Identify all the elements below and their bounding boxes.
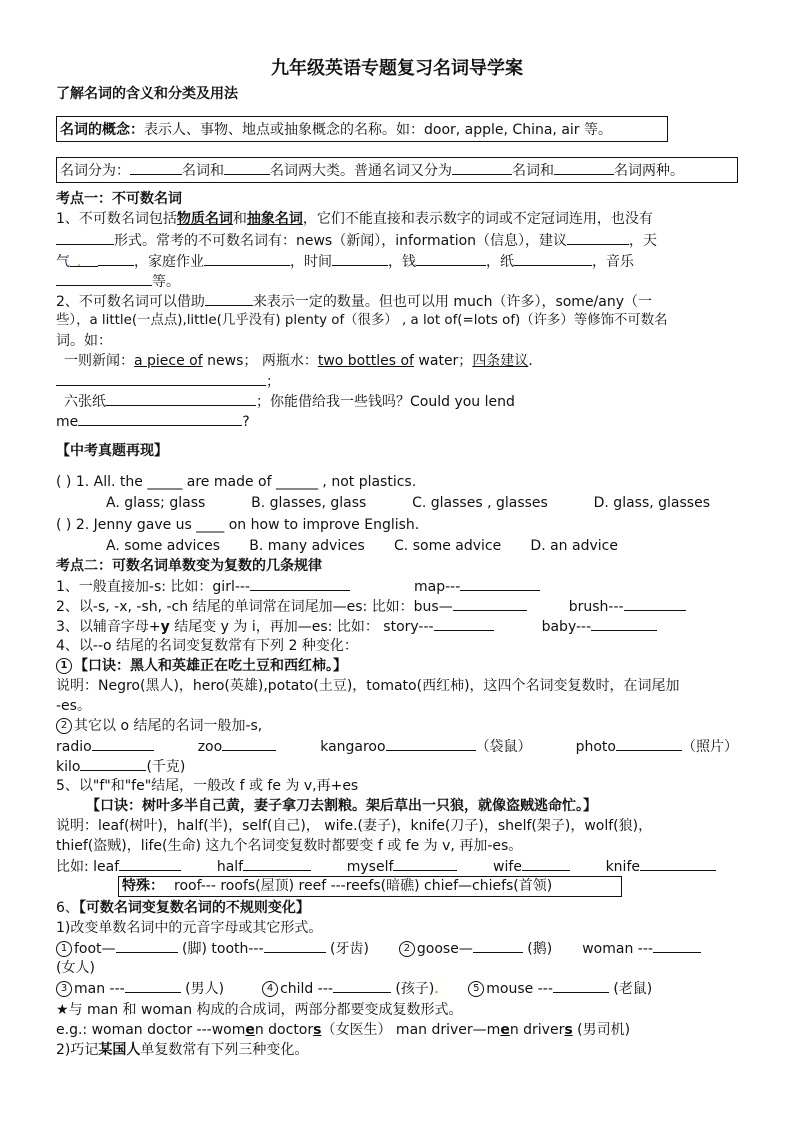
blank[interactable]: [640, 856, 716, 871]
text: (老鼠): [608, 981, 653, 997]
blank[interactable]: [80, 756, 146, 771]
exam-q2: ( ) 2. Jenny gave us ____ on how to improve English.: [56, 517, 420, 533]
text: （袋鼠）: [475, 739, 532, 755]
text: water；: [413, 353, 473, 369]
classify-text-1: 名词分为：: [60, 163, 130, 179]
text: photo: [575, 739, 616, 755]
blank[interactable]: [98, 251, 134, 266]
point6-s2: [56, 1040, 738, 1060]
rule-4: 4、以--o 结尾的名词变复数常有下列 2 种变化：: [56, 638, 358, 654]
text: 比如: leaf: [56, 859, 120, 875]
example-answer: two bottles of: [317, 353, 414, 369]
exam-q2-options: [106, 536, 618, 556]
blank[interactable]: [250, 576, 350, 591]
text: kilo: [56, 759, 81, 775]
point1-line2: [56, 230, 738, 250]
text: (鹅): [522, 941, 553, 957]
point1-line9: [56, 371, 738, 391]
text: 【可数名词变复数名词的不规则变化】: [78, 900, 310, 916]
blank[interactable]: [222, 736, 276, 751]
exam-q1-options: [106, 493, 710, 513]
text: (脚) tooth---: [177, 941, 264, 957]
blank[interactable]: [473, 938, 523, 953]
blank[interactable]: [332, 251, 388, 266]
blank[interactable]: [78, 411, 242, 426]
text: (千克): [146, 759, 186, 775]
text: n doctor: [254, 1022, 314, 1038]
blank[interactable]: [264, 938, 326, 953]
o-words: [56, 736, 738, 756]
blank[interactable]: [591, 616, 657, 631]
text: kangaroo: [320, 739, 386, 755]
text: half: [216, 859, 244, 875]
text: 3、以辅音字母+: [56, 619, 161, 635]
text: 等。: [152, 274, 180, 290]
text: 2)巧记: [56, 1042, 99, 1058]
text: 一则新闻：: [64, 353, 134, 369]
irregular-row-1: [56, 938, 738, 958]
text: 1、一般直接加-s: 比如：girl---: [56, 579, 250, 595]
text: roof--- roofs(屋顶) reef ---reefs(暗礁) chief—chiefs(首领): [174, 878, 553, 894]
text: man ---: [74, 981, 125, 997]
rule-4-note-a: 说明：Negro(黑人)，hero(英雄),potato(土豆)，tomato(西红柿)，这四个名词变复数时，在词尾加: [56, 678, 680, 694]
blank[interactable]: [453, 596, 527, 611]
text: ?: [242, 414, 250, 430]
text: 来表示一定的数量。但也可以用 much（许多），some/any（一: [252, 294, 653, 310]
text: news； 两瓶水：: [202, 353, 318, 369]
emph-text: 物质名词: [176, 211, 233, 227]
circled-number: 2: [56, 718, 72, 734]
point1-line3: [56, 251, 738, 271]
classify-text-2: 名词和: [182, 163, 224, 179]
blank[interactable]: [205, 291, 253, 306]
circled-number: 4: [262, 981, 278, 997]
text: ，时间: [290, 254, 332, 270]
blank[interactable]: [386, 736, 476, 751]
point6-s1: 1)改变单数名词中的元音字母或其它形式。: [56, 920, 323, 936]
classify-box: [56, 157, 738, 183]
blank[interactable]: [92, 736, 154, 751]
classify-text-4: 名词和: [512, 163, 554, 179]
section-heading: 了解名词的含义和分类及用法: [56, 86, 238, 102]
text: baby---: [541, 619, 592, 635]
emph-text: e: [500, 1022, 510, 1038]
point1-line10: [64, 391, 738, 411]
text: ，纸: [486, 254, 514, 270]
text: ，钱: [388, 254, 416, 270]
rule-5-note-a: 说明：leaf(树叶)，half(半)，self(自己)， wife.(妻子)，knife(刀子)，shelf(架子)，wolf(狼)，: [56, 818, 653, 834]
text: 气: [56, 254, 70, 270]
point1-examples: [64, 351, 738, 371]
point6-heading: [56, 898, 738, 918]
point2-heading: 考点二：可数名词单数变为复数的几条规律: [56, 558, 322, 574]
text: y: [160, 619, 170, 635]
text: 6、: [56, 900, 79, 916]
concept-label: 名词的概念：: [60, 122, 144, 138]
emph-text: 抽象名词: [246, 211, 303, 227]
text: ．: [528, 353, 543, 369]
emph-text: s: [313, 1022, 322, 1038]
rule-5: 5、以"f"和"fe"结尾，一般改 f 或 fe 为 v,再+es: [56, 778, 359, 794]
blank[interactable]: [624, 596, 686, 611]
emph-text: s: [564, 1022, 573, 1038]
text: (男司机): [572, 1022, 631, 1038]
blank[interactable]: [56, 271, 152, 286]
text: e.g.: woman doctor ---wom: [56, 1022, 246, 1038]
f-examples: [56, 856, 716, 876]
text: wife: [493, 859, 522, 875]
blank[interactable]: [522, 856, 570, 871]
option[interactable]: B. glasses, glass: [251, 495, 367, 511]
blank[interactable]: [434, 616, 494, 631]
text: radio: [56, 739, 92, 755]
classify-text-3: 名词两大类。普通名词又分为: [270, 163, 452, 179]
text: woman ---: [582, 941, 653, 957]
classify-text-5: 名词两种。: [614, 163, 684, 179]
blank[interactable]: [616, 736, 682, 751]
text: brush---: [568, 599, 624, 615]
text: ，天: [629, 233, 658, 249]
text: mouse ---: [486, 981, 553, 997]
point1-line6: 些），a little(一点点),little(几乎没有) plenty of（很多） , a lot of(=lots of)（许多）等修饰不可数名: [56, 313, 668, 328]
circled-number: 3: [56, 981, 72, 997]
text: 结尾变 y 为 i，再加—es: 比如： story---: [169, 619, 434, 635]
blank[interactable]: [224, 160, 270, 175]
circled-number: 1: [56, 941, 72, 957]
circled-number: 2: [399, 941, 415, 957]
blank[interactable]: [56, 230, 114, 245]
point1-line11: [56, 411, 738, 431]
star-note: ★与 man 和 woman 构成的合成词，两部分都要变成复数形式。: [56, 1002, 463, 1018]
text: ；你能借给我一些钱吗？Could you lend: [256, 394, 515, 410]
point1-line4: [56, 271, 738, 291]
blank[interactable]: [125, 978, 181, 993]
circled-number: 1: [56, 658, 72, 674]
text: 形式。常考的不可数名词有：news（新闻），information（信息），建议: [114, 233, 568, 249]
rule-1: [56, 576, 738, 596]
o-word-kilo: [56, 756, 738, 776]
text: goose—: [416, 941, 473, 957]
blank[interactable]: [452, 160, 512, 175]
text: 某国人: [98, 1042, 141, 1058]
point1-line5: [56, 291, 738, 311]
blank[interactable]: [460, 576, 540, 591]
option[interactable]: A. some advices: [106, 538, 221, 554]
option[interactable]: A. glass; glass: [106, 495, 206, 511]
text: ，音乐: [592, 254, 634, 270]
text: knife: [605, 859, 640, 875]
emph-text: e: [245, 1022, 255, 1038]
text: (孩子): [390, 981, 435, 997]
blank[interactable]: [130, 160, 182, 175]
text: 单复数常有下列三种变化。: [140, 1042, 309, 1058]
compound-example: [56, 1020, 738, 1040]
rule-4-other: [56, 716, 738, 736]
rule-5-rhyme: 【口诀：树叶多半自己黄，妻子拿刀去割粮。架后草出一只狼，就像盗贼逃命忙。】: [86, 798, 597, 814]
blank[interactable]: [243, 856, 311, 871]
irregular-row-1b: (女人): [56, 960, 95, 976]
point1-line7: 词。如：: [56, 333, 112, 349]
rule-4-rhyme: [56, 656, 738, 676]
text: 2、不可数名词可以借助: [56, 294, 205, 310]
circled-number: 5: [468, 981, 484, 997]
text: 和: [232, 211, 247, 227]
text: child ---: [280, 981, 333, 997]
text: n driver: [509, 1022, 565, 1038]
point1-heading: 考点一：不可数名词: [56, 191, 182, 207]
blank[interactable]: [116, 938, 178, 953]
concept-text: 表示人、事物、地点或抽象概念的名称。如：door, apple, China, air 等。: [144, 122, 612, 138]
page-title: 九年级英语专题复习名词导学案: [271, 58, 523, 79]
text: (男人): [180, 981, 225, 997]
option[interactable]: D. an advice: [530, 538, 618, 554]
text: 特殊：: [122, 878, 164, 894]
text: 六张纸: [64, 394, 106, 410]
blank[interactable]: [567, 230, 629, 245]
text: (牙齿): [325, 941, 369, 957]
rule-3: [56, 616, 738, 636]
blank[interactable]: ．: [70, 252, 98, 267]
special-box: [118, 876, 622, 897]
exam-heading: 【中考真题再现】: [56, 443, 168, 459]
blank[interactable]: [204, 251, 290, 266]
example-answer: a piece of: [134, 353, 203, 369]
blank[interactable]: [554, 160, 614, 175]
blank[interactable]: [119, 856, 181, 871]
blank[interactable]: [514, 251, 592, 266]
option[interactable]: C. glasses , glasses: [412, 495, 548, 511]
text: 四条建议: [472, 353, 529, 369]
blank[interactable]: [553, 978, 609, 993]
option[interactable]: B. many advices: [249, 538, 365, 554]
blank[interactable]: [333, 978, 391, 993]
text: ，它们不能直接和表示数字的词或不定冠词连用，也没有: [302, 211, 653, 227]
text: 2、以-s, -x, -sh, -ch 结尾的单词常在词尾加—es: 比如：bus—: [56, 599, 453, 615]
text: zoo: [197, 739, 223, 755]
text: foot—: [74, 941, 116, 957]
text: ；: [266, 374, 280, 390]
text: （照片）: [681, 739, 738, 755]
blank[interactable]: [393, 856, 457, 871]
text: 1、不可数名词包括: [56, 211, 177, 227]
option[interactable]: C. some advice: [394, 538, 502, 554]
text: 【口诀：黑人和英雄正在吃土豆和西红柿。】: [74, 658, 347, 674]
text: myself: [346, 859, 394, 875]
blank[interactable]: [56, 371, 266, 386]
blank[interactable]: [106, 391, 256, 406]
rule-5-note-b: thief(盗贼)，life(生命) 这九个名词变复数时都要变 f 或 fe 为 v, 再加-es。: [56, 838, 523, 854]
text: map---: [414, 579, 461, 595]
text: （女医生） man driver—m: [321, 1022, 501, 1038]
concept-box: [56, 116, 668, 142]
blank[interactable]: [653, 938, 701, 953]
exam-q1: ( ) 1. All. the _____ are made of ______ , not plastics.: [56, 474, 417, 490]
option[interactable]: D. glass, glasses: [593, 495, 710, 511]
rule-4-note-b: -es。: [56, 698, 91, 714]
blank[interactable]: [416, 251, 486, 266]
rule-2: [56, 596, 738, 616]
text: me: [56, 414, 79, 430]
text: ，家庭作业: [134, 254, 204, 270]
irregular-row-2: 3 man --- (男人) 4 child --- (孩子)． 5 mouse --- (老鼠): [56, 978, 738, 998]
text: 其它以 o 结尾的名词一般加-s,: [74, 718, 263, 734]
point1-line1: [56, 209, 738, 229]
